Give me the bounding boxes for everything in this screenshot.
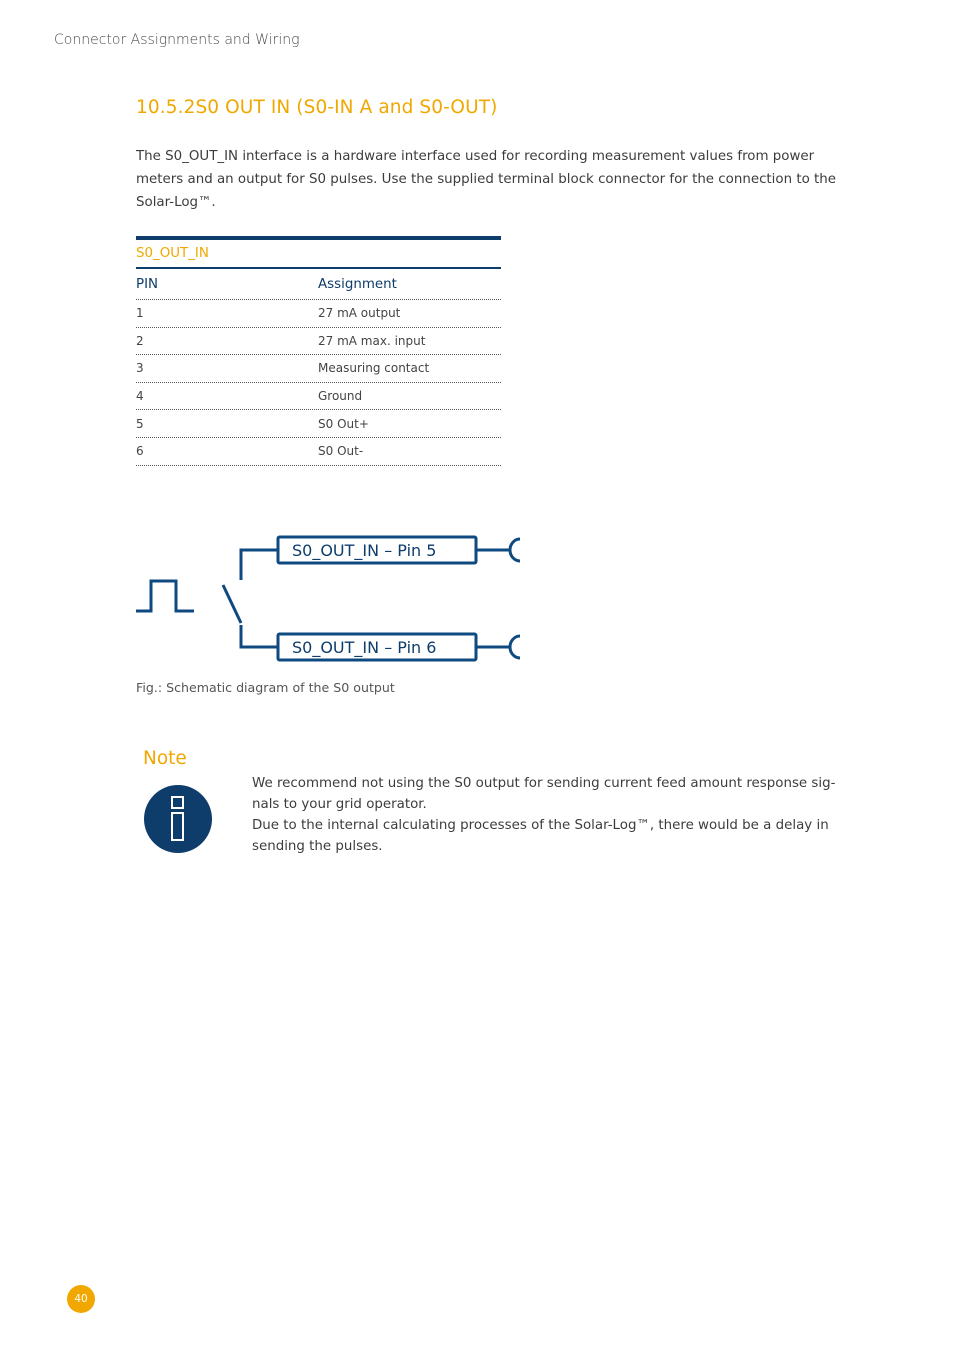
note-paragraph: We recommend not using the S0 output for sending current feed amount response sig-nals to your grid operator. xyxy=(252,776,836,812)
column-header-pin: PIN xyxy=(136,276,159,292)
upper-wire xyxy=(241,550,278,580)
table-row xyxy=(136,300,501,328)
assignment-cell: Ground xyxy=(318,389,363,404)
note-body xyxy=(252,773,852,857)
section-heading: 10.5.2S0 OUT IN (S0-IN A and S0-OUT) xyxy=(136,97,498,118)
table-row xyxy=(136,328,501,356)
pin-cell: 5 xyxy=(136,416,144,431)
table-header-row xyxy=(136,269,501,300)
assignment-cell: Measuring contact xyxy=(318,361,430,376)
table-row xyxy=(136,410,501,438)
pin-cell: 3 xyxy=(136,361,144,376)
note-title: Note xyxy=(143,748,187,769)
lower-wire xyxy=(241,625,278,647)
s0-output-schematic xyxy=(130,525,520,670)
note-paragraph: Due to the internal calculating processes of the Solar-Log™, there would be a delay in sending the pulses. xyxy=(252,818,829,854)
pulse-symbol xyxy=(136,581,194,611)
table-row xyxy=(136,438,501,466)
switch-lever xyxy=(223,585,241,623)
figure-caption: Fig.: Schematic diagram of the S0 output xyxy=(136,680,395,695)
intro-paragraph: The S0_OUT_IN interface is a hardware interface used for recording measurement values from power meters and an output for S0 pulses. Use the supplied terminal block connector for the connection to the Solar-Log™. xyxy=(136,149,837,210)
table-title: S0_OUT_IN xyxy=(136,240,501,269)
pin-cell: 4 xyxy=(136,389,144,404)
assignment-cell: 27 mA output xyxy=(318,306,401,321)
column-header-assignment: Assignment xyxy=(318,276,397,292)
pin6-label: S0_OUT_IN – Pin 6 xyxy=(292,638,437,657)
running-header: Connector Assignments and Wiring xyxy=(54,32,300,48)
assignment-cell: S0 Out+ xyxy=(318,416,369,431)
assignment-cell: 27 mA max. input xyxy=(318,333,426,348)
pin-cell: 2 xyxy=(136,333,144,348)
table-row xyxy=(136,355,501,383)
pin-cell: 1 xyxy=(136,306,144,321)
page-number: 40 xyxy=(67,1285,95,1313)
pin-assignment-table xyxy=(136,236,501,466)
table-row xyxy=(136,383,501,411)
info-icon xyxy=(142,783,214,855)
assignment-cell: S0 Out- xyxy=(318,444,364,459)
pin6-connector-arc xyxy=(510,636,520,658)
pin5-label: S0_OUT_IN – Pin 5 xyxy=(292,541,437,560)
pin5-connector-arc xyxy=(510,539,520,561)
pin-cell: 6 xyxy=(136,444,144,459)
